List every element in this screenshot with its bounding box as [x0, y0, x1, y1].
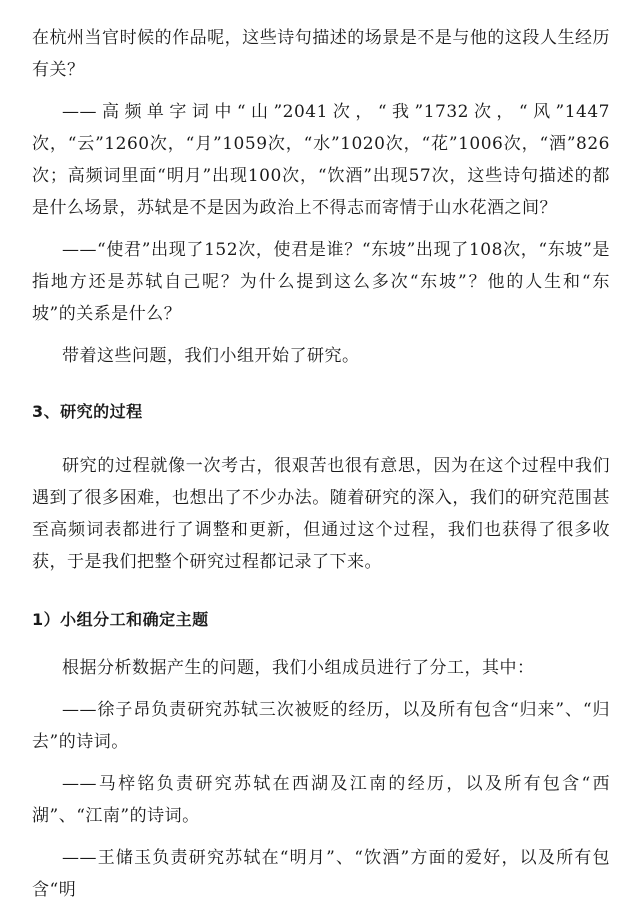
paragraph-intro-continuation: 在杭州当官时候的作品呢，这些诗句描述的场景是不是与他的这段人生经历有关？: [32, 28, 610, 80]
subsection-heading-division-of-work: 1）小组分工和确定主题: [32, 610, 209, 629]
paragraph-research-process: 研究的过程就像一次考古，很艰苦也很有意思，因为在这个过程中我们遇到了很多困难，也想出了不少办法。随着研究的深入，我们的研究范围甚至高频词表都进行了调整和更新，但通过这个过程，我们也获得了很多收获，于是我们把整个研究过程都记录了下来。: [32, 456, 610, 572]
section-heading-research-process: 3、研究的过程: [32, 402, 143, 421]
list-item-xu-ziang: ——徐子昂负责研究苏轼三次被贬的经历，以及所有包含“归来”、“归去”的诗词。: [32, 700, 610, 752]
paragraph-division-intro: 根据分析数据产生的问题，我们小组成员进行了分工，其中：: [62, 658, 535, 678]
paragraph-shijun-dongpo: ——“使君”出现了152次，使君是谁？“东坡”出现了108次，“东坡”是指地方还是苏轼自己呢？为什么提到这么多次“东坡”？他的人生和“东坡”的关系是什么？: [32, 240, 610, 324]
list-item-wang-chuyu: ——王储玉负责研究苏轼在“明月”、“饮酒”方面的爱好，以及所有包含“明: [32, 848, 610, 900]
list-item-ma-ziming: ——马梓铭负责研究苏轼在西湖及江南的经历，以及所有包含“西湖”、“江南”的诗词。: [32, 774, 610, 826]
paragraph-start-research: 带着这些问题，我们小组开始了研究。: [62, 346, 360, 366]
paragraph-high-frequency-chars: ——高频单字词中“山”2041次，“我”1732次，“风”1447次，“云”1260次，“月”1059次，“水”1020次，“花”1006次，“酒”826次；高频词里面“明月”出现100次，“饮酒”出现57次，这些诗句描述的都是什么场景，苏轼是不是因为政治上不得志而寄情于山水花酒之间？: [32, 102, 610, 218]
